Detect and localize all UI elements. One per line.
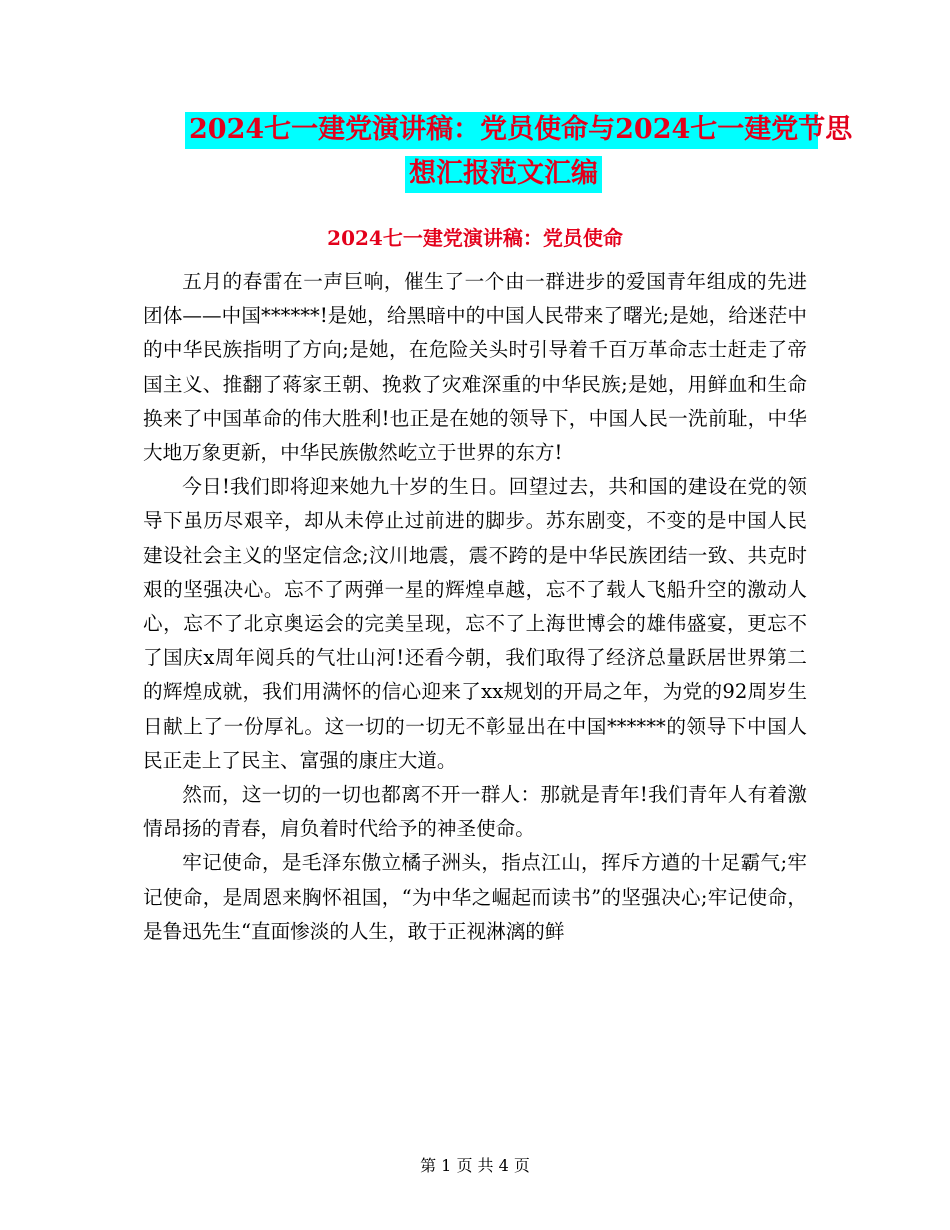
paragraph-2: 今日!我们即将迎来她九十岁的生日。回望过去，共和国的建设在党的领导下虽历尽艰辛，却从未停止过前进的脚步。苏东剧变，不变的是中国人民建设社会主义的坚定信念;汶川地震，震不跨的是中华民族团结一致、共克时艰的坚强决心。忘不了两弹一星的辉煌卓越，忘不了载人飞船升空的激动人心，忘不了北京奥运会的完美呈现，忘不了上海世博会的雄伟盛宴，更忘不了国庆x周年阅兵的气壮山河!还看今朝，我们取得了经济总量跃居世界第二的辉煌成就，我们用满怀的信心迎来了xx规划的开局之年，为党的92周岁生日献上了一份厚礼。这一切的一切无不彰显出在中国******的领导下中国人民正走上了民主、富强的康庄大道。 [143, 475, 807, 772]
paragraph-3: 然而，这一切的一切也都离不开一群人：那就是青年!我们青年人有着激情昂扬的青春，肩负着时代给予的神圣使命。 [143, 783, 807, 841]
paragraph-4: 牢记使命，是毛泽东傲立橘子洲头，指点江山，挥斥方遒的十足霸气;牢记使命，是周恩来胸怀祖国，“为中华之崛起而读书”的坚强决心;牢记使命，是鲁迅先生“直面惨淡的人生，敢于正视淋漓的鲜 [143, 851, 807, 943]
page-footer [0, 1156, 950, 1176]
document-title-line2: 想汇报范文汇编 [405, 156, 602, 193]
document-body [143, 265, 807, 949]
document-title-line1: 2024七一建党演讲稿：党员使命与2024七一建党节思 [185, 112, 818, 149]
section-heading: 2024七一建党演讲稿：党员使命 [327, 226, 623, 250]
paragraph-1: 五月的春雷在一声巨响，催生了一个由一群进步的爱国青年组成的先进团体——中国******!是她，给黑暗中的中国人民带来了曙光;是她，给迷茫中的中华民族指明了方向;是她，在危险关头时引导着千百万革命志士赶走了帝国主义、推翻了蒋家王朝、挽救了灾难深重的中华民族;是她，用鲜血和生命换来了中国革命的伟大胜利!也正是在她的领导下，中国人民一洗前耻，中华大地万象更新，中华民族傲然屹立于世界的东方! [143, 270, 807, 465]
page-number: 第 1 页 共 4 页 [420, 1156, 530, 1175]
